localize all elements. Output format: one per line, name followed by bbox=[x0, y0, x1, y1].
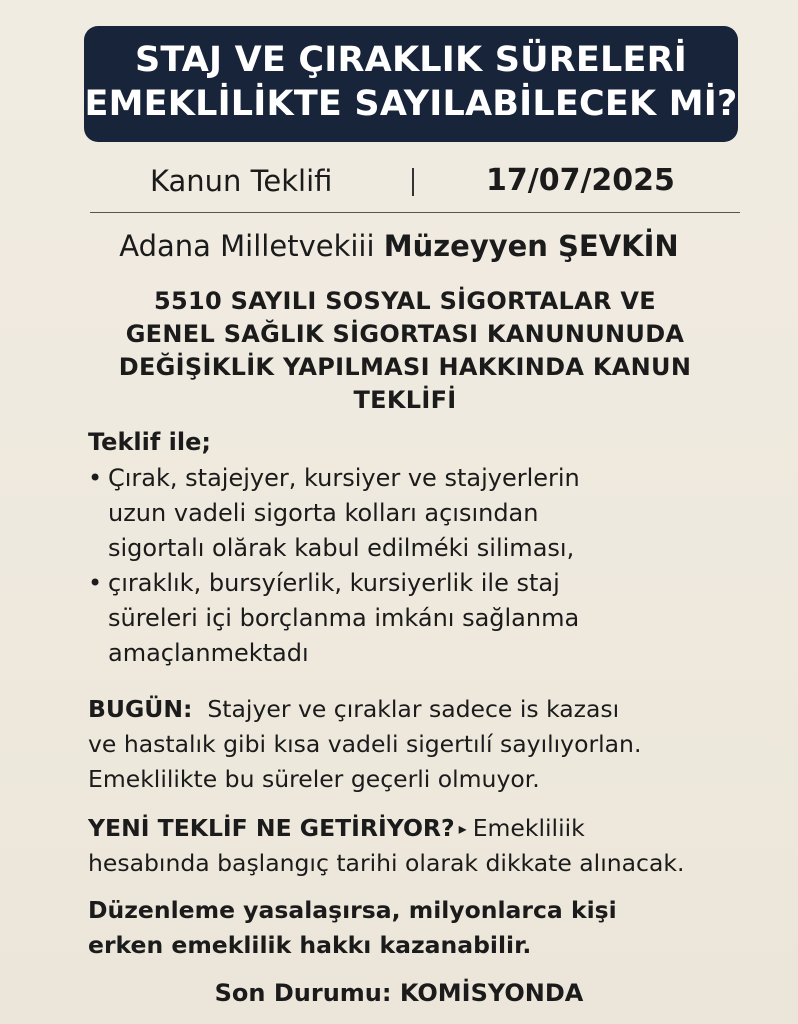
bullet-2-line-1: çıraklık, bursyíerlik, kursiyerlik ile staj bbox=[108, 569, 560, 597]
meta-separator bbox=[412, 168, 414, 196]
conclusion-paragraph bbox=[88, 893, 778, 963]
conclusion-line-1: Düzenleme yasalaşırsa, milyonlarca kişi bbox=[88, 896, 617, 924]
list-item bbox=[88, 461, 768, 566]
list-item bbox=[88, 566, 768, 671]
conclusion-line-2: erken emeklilik hakkı kazanabilir. bbox=[88, 931, 532, 959]
bullet-marker: • bbox=[88, 464, 103, 492]
law-title bbox=[90, 285, 720, 417]
document-date: 17/07/2025 bbox=[486, 163, 675, 198]
today-label: BUGÜN: bbox=[88, 695, 193, 723]
today-line-1 bbox=[88, 692, 778, 727]
deputy-prefix: Adana Milletvekiii bbox=[119, 229, 375, 263]
new-proposal-line-2: hesabında başlangıç tarihi olarak dikkate alınacak. bbox=[88, 849, 685, 877]
document-type: Kanun Teklifi bbox=[150, 164, 333, 198]
divider-line bbox=[90, 212, 740, 213]
today-line-1-text: Stajyer ve çıraklar sadece is kazası bbox=[207, 695, 620, 723]
proposal-bullet-list bbox=[88, 461, 768, 671]
bullet-1-line-3: sigortalı olărak kabul edilméki siliması, bbox=[108, 534, 575, 562]
bullet-2-line-3: amaçlanmektadı bbox=[108, 639, 309, 667]
proposal-intro: Teklif ile; bbox=[88, 428, 211, 456]
today-paragraph bbox=[88, 692, 778, 797]
arrow-right-icon: ▸ bbox=[458, 819, 467, 838]
meta-row bbox=[90, 158, 738, 204]
today-line-3: Emeklilikte bu süreler geçerli olmuyor. bbox=[88, 765, 540, 793]
deputy-name: Müzeyyen ŞEVKİN bbox=[383, 229, 679, 263]
new-proposal-paragraph bbox=[88, 811, 778, 881]
headline-line-2: EMEKLİLİKTE SAYILABİLECEK Mİ? bbox=[84, 84, 738, 124]
law-title-line-4: TEKLİFİ bbox=[353, 386, 457, 414]
bullet-1-line-1: Çırak, stajejyer, kursiyer ve stajyerlerin bbox=[108, 464, 580, 492]
headline-line-1: STAJ VE ÇIRAKLIK SÜRELERİ bbox=[134, 40, 687, 80]
today-line-2: ve hastalık gibi kısa vadeli sigertılí sayılıyorlan. bbox=[88, 730, 642, 758]
law-title-line-3: DEĞİŞİKLİK YAPILMASI HAKKINDA KANUN bbox=[118, 353, 692, 381]
status-line: Son Durumu: KOMİSYONDA bbox=[214, 979, 584, 1007]
headline-banner bbox=[84, 26, 738, 142]
bullet-1-line-2: uzun vadeli sigorta kolları açısından bbox=[108, 499, 539, 527]
law-title-line-2: GENEL SAĞLIK SİGORTASI KANUNUNUDA bbox=[125, 320, 685, 348]
new-proposal-line-1 bbox=[88, 811, 778, 846]
new-proposal-label: YENİ TEKLİF NE GETİRİYOR? bbox=[88, 814, 455, 842]
bullet-2-line-2: süreleri içi borçlanma imkánı sağlanma bbox=[108, 604, 580, 632]
new-proposal-line-1-text: Emekliliik bbox=[472, 814, 585, 842]
bullet-marker: • bbox=[88, 569, 103, 597]
deputy-line bbox=[0, 226, 798, 266]
law-title-line-1: 5510 SAYILI SOSYAL SİGORTALAR VE bbox=[154, 287, 656, 315]
